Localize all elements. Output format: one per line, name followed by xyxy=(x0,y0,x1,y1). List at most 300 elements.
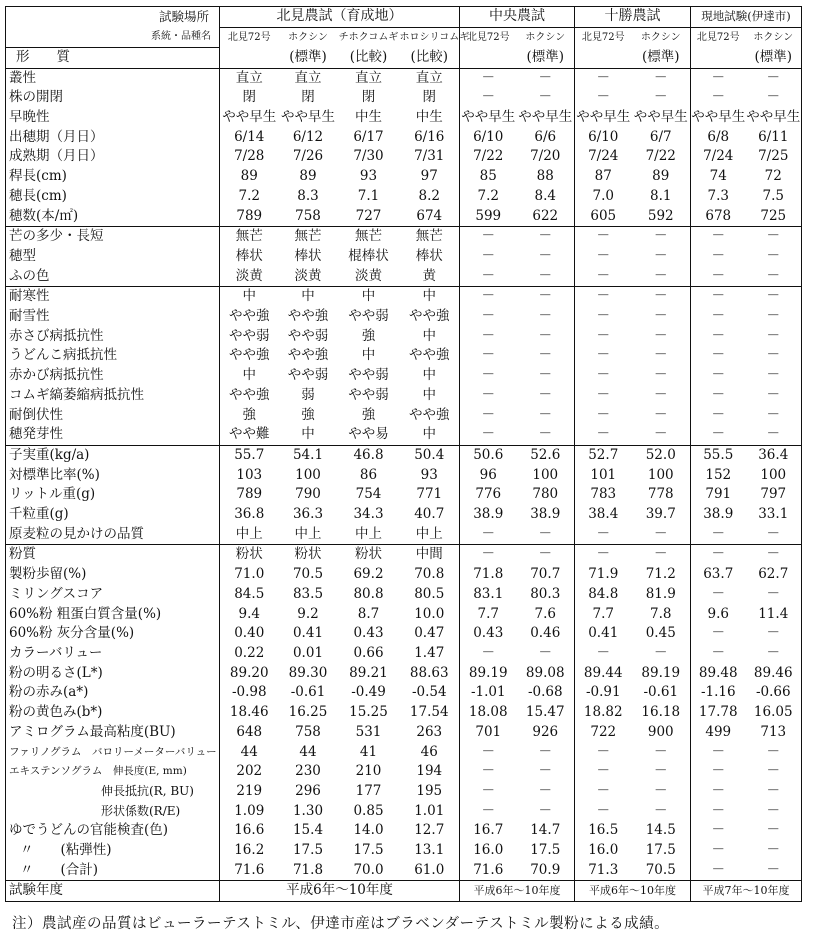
row-label: 赤さび病抵抗性 xyxy=(9,327,104,344)
table-cell: － xyxy=(575,762,632,782)
table-cell: － xyxy=(538,782,552,799)
table-cell: 0.66 xyxy=(353,645,384,661)
table-cell: やや難 xyxy=(220,425,279,445)
table-cell: 791 xyxy=(691,485,746,505)
row-label: 千粒重(g) xyxy=(9,506,69,523)
table-cell: － xyxy=(746,227,802,247)
table-cell: 83.1 xyxy=(460,585,517,605)
table-cell: － xyxy=(766,426,780,443)
table-cell: － xyxy=(538,525,552,542)
table-row xyxy=(6,485,802,505)
table-cell: 0.47 xyxy=(414,625,445,642)
variety-name: ホロシリコムギ xyxy=(400,27,460,47)
variety-name: 北見72号 xyxy=(220,27,279,47)
table-cell: － xyxy=(766,347,780,364)
table-row xyxy=(6,723,802,743)
table-cell: 52.6 xyxy=(517,445,575,465)
location-tokachi: 十勝農試 xyxy=(575,7,691,28)
table-cell: － xyxy=(460,545,517,565)
table-cell: 55.5 xyxy=(691,445,746,465)
years-row xyxy=(6,881,802,902)
table-cell: － xyxy=(691,861,746,881)
table-cell: 89.19 xyxy=(641,664,681,681)
table-cell: 14.7 xyxy=(530,822,561,839)
row-label: 〃 (合計) xyxy=(20,861,99,878)
table-cell: － xyxy=(746,68,802,88)
table-cell: 6/17 xyxy=(353,128,384,145)
table-cell: やや強 xyxy=(287,308,329,325)
table-cell: 7.7 xyxy=(575,605,632,625)
table-cell: － xyxy=(538,89,552,106)
table-cell: 6/6 xyxy=(534,128,557,145)
table-cell: － xyxy=(654,406,668,423)
table-cell: － xyxy=(766,247,780,264)
table-cell: やや易 xyxy=(348,426,389,443)
row-label: 成熟期（月日） xyxy=(9,148,104,165)
table-cell: － xyxy=(538,426,552,443)
row-label: エキステンソグラム 伸長度(E, mm) xyxy=(9,765,187,778)
table-cell: 797 xyxy=(760,486,787,503)
table-cell: 36.3 xyxy=(292,506,324,523)
table-cell: やや強 xyxy=(409,347,450,364)
table-cell: 70.7 xyxy=(530,566,561,583)
table-cell: 101 xyxy=(575,466,632,486)
table-cell: 648 xyxy=(220,723,279,743)
table-cell: 69.2 xyxy=(353,566,384,583)
table-cell: 16.2 xyxy=(220,841,279,861)
table-cell: 0.85 xyxy=(353,802,384,819)
table-cell: やや弱 xyxy=(348,386,389,403)
table-cell: － xyxy=(632,68,691,88)
table-cell: － xyxy=(691,227,746,247)
table-cell: 89 xyxy=(299,168,317,185)
table-cell: 中 xyxy=(422,367,436,384)
table-cell: － xyxy=(575,545,632,565)
table-cell: 9.4 xyxy=(220,605,279,625)
table-cell: 71.8 xyxy=(460,565,517,585)
table-cell: 中 xyxy=(422,327,436,344)
table-cell: 強 xyxy=(301,406,315,423)
table-cell: やや強 xyxy=(220,346,279,366)
table-cell: 7.8 xyxy=(650,605,672,622)
row-label: 60%粉 粗蛋白質含量(%) xyxy=(9,605,162,622)
table-cell: 16.18 xyxy=(641,704,681,721)
table-cell: 230 xyxy=(295,763,321,780)
table-row xyxy=(6,128,802,148)
table-cell: － xyxy=(538,802,552,819)
table-row xyxy=(6,227,802,247)
table-cell: － xyxy=(766,645,780,661)
table-cell: － xyxy=(691,762,746,782)
table-row xyxy=(6,743,802,763)
table-cell: － xyxy=(691,802,746,822)
table-cell: 6/10 xyxy=(575,128,632,148)
table-cell: 88 xyxy=(536,168,554,185)
table-cell: － xyxy=(766,89,780,106)
row-label: 赤かび病抵抗性 xyxy=(9,367,104,384)
table-cell: － xyxy=(460,802,517,822)
table-cell: － xyxy=(575,366,632,386)
table-cell: － xyxy=(575,346,632,366)
table-cell: 17.5 xyxy=(353,842,384,859)
years-kitami: 平成6年～10年度 xyxy=(220,881,460,902)
table-cell: － xyxy=(766,525,780,542)
table-cell: － xyxy=(517,545,575,565)
variety-note: (標準) xyxy=(526,48,565,65)
table-row xyxy=(6,267,802,287)
table-cell: － xyxy=(766,842,780,859)
table-row xyxy=(6,605,802,625)
table-cell: － xyxy=(632,227,691,247)
table-row xyxy=(6,346,802,366)
table-cell: 18.08 xyxy=(460,703,517,723)
table-row xyxy=(6,703,802,723)
results-table-container xyxy=(5,6,801,902)
table-cell: 棍棒状 xyxy=(348,247,389,264)
table-cell: － xyxy=(691,68,746,88)
table-cell: やや強 xyxy=(409,406,450,423)
table-cell: 70.0 xyxy=(353,861,384,878)
table-cell: 71.8 xyxy=(292,861,324,878)
row-label: 耐雪性 xyxy=(9,308,50,325)
table-row xyxy=(6,187,802,207)
table-cell: 89.20 xyxy=(220,664,279,684)
table-row xyxy=(6,247,802,267)
row-label: 穂長(cm) xyxy=(9,187,67,204)
table-cell: 0.22 xyxy=(220,644,279,664)
table-cell: 605 xyxy=(575,207,632,227)
table-cell: 85 xyxy=(460,167,517,187)
table-cell: － xyxy=(575,743,632,763)
table-cell: 780 xyxy=(532,486,559,503)
table-cell: － xyxy=(766,822,780,839)
variety-name: 北見72号 xyxy=(575,27,632,47)
table-cell: 11.4 xyxy=(758,605,789,622)
table-cell: － xyxy=(691,545,746,565)
row-label: 粉の赤み(a*) xyxy=(9,684,89,701)
table-cell: 中 xyxy=(338,287,400,307)
table-cell: 6/7 xyxy=(649,128,672,145)
table-cell: 17.5 xyxy=(530,842,561,859)
table-cell: -0.54 xyxy=(411,684,447,701)
table-cell: 89.44 xyxy=(575,664,632,684)
table-cell: 0.41 xyxy=(292,625,324,642)
header-row-varieties xyxy=(6,27,802,47)
table-cell: 閉 xyxy=(220,88,279,108)
table-cell: － xyxy=(575,267,632,287)
table-row xyxy=(6,585,802,605)
variety-name: 北見72号 xyxy=(691,27,746,47)
table-cell: 中生 xyxy=(355,109,382,126)
table-cell: － xyxy=(691,841,746,861)
table-cell: 7.2 xyxy=(460,187,517,207)
table-cell: 84.5 xyxy=(220,585,279,605)
variety-note: (標準) xyxy=(754,48,793,65)
table-cell: 50.4 xyxy=(400,445,460,465)
table-cell: 8.3 xyxy=(297,187,319,204)
table-cell: 0.40 xyxy=(220,624,279,644)
table-cell: － xyxy=(460,525,517,545)
table-cell: － xyxy=(691,366,746,386)
table-cell: － xyxy=(691,386,746,406)
table-row xyxy=(6,147,802,167)
row-label: 対標準比率(%) xyxy=(9,466,100,483)
table-cell: － xyxy=(460,327,517,347)
table-cell: － xyxy=(460,68,517,88)
variety-note: (比較) xyxy=(349,48,388,65)
table-cell: 17.78 xyxy=(691,703,746,723)
header-row-locations xyxy=(6,7,802,28)
table-cell: － xyxy=(460,227,517,247)
table-cell: 8.4 xyxy=(534,187,556,204)
table-row xyxy=(6,841,802,861)
table-cell: － xyxy=(654,247,668,264)
row-label: 出穂期（月日） xyxy=(9,128,104,145)
table-cell: 81.9 xyxy=(645,585,676,602)
table-row xyxy=(6,425,802,445)
table-cell: － xyxy=(575,68,632,88)
header-row-notes xyxy=(6,47,802,68)
table-cell: 6/12 xyxy=(292,128,324,145)
table-cell: 0.41 xyxy=(575,624,632,644)
table-cell: － xyxy=(460,743,517,763)
table-cell: － xyxy=(691,425,746,445)
table-cell: 中上 xyxy=(415,525,443,542)
table-cell: － xyxy=(766,802,780,819)
row-label: リットル重(g) xyxy=(9,486,96,503)
table-cell: 80.5 xyxy=(414,585,445,602)
table-cell: 黄 xyxy=(422,267,436,284)
table-cell: やや早生 xyxy=(281,109,335,126)
table-cell: 7/20 xyxy=(530,148,561,165)
table-cell: 100 xyxy=(647,466,674,483)
table-cell: － xyxy=(575,287,632,307)
table-cell: － xyxy=(766,386,780,403)
table-body xyxy=(6,68,802,881)
table-cell: 7.7 xyxy=(460,605,517,625)
table-row xyxy=(6,664,802,684)
row-label: 芒の多少・長短 xyxy=(6,227,220,247)
table-row xyxy=(6,545,802,565)
table-cell: 194 xyxy=(416,763,443,780)
table-cell: 1.09 xyxy=(220,802,279,822)
table-header xyxy=(6,7,802,69)
table-cell: 776 xyxy=(460,485,517,505)
row-label: ふの色 xyxy=(9,267,50,284)
table-row xyxy=(6,287,802,307)
table-cell: 38.4 xyxy=(575,505,632,525)
table-cell: 17.5 xyxy=(292,842,324,859)
variety-note xyxy=(460,47,517,68)
years-date: 平成7年～10年度 xyxy=(691,881,802,902)
table-cell: 789 xyxy=(220,485,279,505)
table-cell: やや弱 xyxy=(348,367,389,384)
table-cell: － xyxy=(460,346,517,366)
table-cell: － xyxy=(575,406,632,426)
table-cell: － xyxy=(538,308,552,325)
table-cell: 7.3 xyxy=(691,187,746,207)
table-cell: － xyxy=(691,406,746,426)
table-cell: 中上 xyxy=(294,525,322,542)
row-label: 形状係数(R/E) xyxy=(101,803,181,818)
table-cell: -0.49 xyxy=(351,684,386,701)
table-row xyxy=(6,821,802,841)
table-cell: 70.9 xyxy=(530,861,561,878)
row-label: 株の開閉 xyxy=(9,89,63,106)
table-cell: 無芒 xyxy=(220,227,279,247)
table-cell: 8.1 xyxy=(650,187,672,204)
table-cell: 中上 xyxy=(355,525,382,542)
row-label: 子実重(kg/a) xyxy=(6,445,220,465)
table-cell: － xyxy=(654,525,668,542)
table-cell: 中 xyxy=(220,366,279,386)
table-cell: 210 xyxy=(355,763,382,780)
table-cell: 100 xyxy=(295,466,321,483)
table-row xyxy=(6,366,802,386)
row-label: うどんこ病抵抗性 xyxy=(9,347,117,364)
table-cell: やや強 xyxy=(287,347,329,364)
table-row xyxy=(6,683,802,703)
table-cell: － xyxy=(746,287,802,307)
table-cell: － xyxy=(460,406,517,426)
table-cell: － xyxy=(691,624,746,644)
table-cell: 棒状 xyxy=(415,247,443,264)
table-cell: － xyxy=(654,645,668,661)
table-cell: 7.1 xyxy=(357,187,380,204)
table-cell: 弱 xyxy=(301,386,315,403)
table-cell: － xyxy=(691,525,746,545)
table-row xyxy=(6,307,802,327)
table-cell: 中 xyxy=(220,287,279,307)
table-cell: 44 xyxy=(299,743,317,760)
table-cell: 8.7 xyxy=(357,605,380,622)
table-cell: － xyxy=(460,644,517,664)
table-cell: 33.1 xyxy=(758,506,789,523)
table-cell: 36.8 xyxy=(220,505,279,525)
table-cell: － xyxy=(766,763,780,780)
table-row xyxy=(6,624,802,644)
table-cell: -1.16 xyxy=(691,683,746,703)
table-cell: － xyxy=(654,802,668,819)
table-cell: 無芒 xyxy=(338,227,400,247)
table-cell: － xyxy=(460,782,517,802)
years-chuo: 平成6年～10年度 xyxy=(460,881,575,902)
table-cell: 44 xyxy=(220,743,279,763)
table-cell: 89.48 xyxy=(691,664,746,684)
table-cell: 38.9 xyxy=(530,506,561,523)
table-cell: やや早生 xyxy=(633,109,688,126)
table-cell: 7/28 xyxy=(220,147,279,167)
table-cell: 89.08 xyxy=(525,664,565,681)
table-cell: － xyxy=(766,782,780,799)
table-cell: 棒状 xyxy=(220,247,279,267)
table-row xyxy=(6,782,802,802)
table-row xyxy=(6,505,802,525)
table-cell: 38.9 xyxy=(460,505,517,525)
table-cell: やや早生 xyxy=(575,108,632,128)
table-cell: － xyxy=(538,386,552,403)
table-cell: 0.43 xyxy=(460,624,517,644)
table-cell: 71.0 xyxy=(220,565,279,585)
table-cell: 36.4 xyxy=(746,445,802,465)
table-cell: － xyxy=(575,425,632,445)
table-cell: － xyxy=(575,386,632,406)
table-cell: 粉状 xyxy=(279,545,338,565)
table-cell: － xyxy=(766,743,780,760)
table-cell: 12.7 xyxy=(414,822,445,839)
table-cell: 14.0 xyxy=(353,822,384,839)
table-cell: 152 xyxy=(691,466,746,486)
table-cell: やや早生 xyxy=(460,108,517,128)
table-cell: － xyxy=(632,287,691,307)
table-cell: 96 xyxy=(460,466,517,486)
table-cell: 淡黄 xyxy=(294,267,322,284)
table-cell: 6/14 xyxy=(220,128,279,148)
table-cell: － xyxy=(575,88,632,108)
table-cell: 70.5 xyxy=(292,566,324,583)
table-cell: 55.7 xyxy=(220,445,279,465)
row-label: ファリノグラム バロリーメーターバリュー xyxy=(9,745,217,758)
variety-note xyxy=(575,47,632,68)
table-cell: － xyxy=(691,287,746,307)
variety-name: チホクコムギ xyxy=(338,27,400,47)
place-label: 試験場所 xyxy=(158,9,209,25)
table-cell: 7.2 xyxy=(220,187,279,207)
table-cell: 725 xyxy=(760,207,787,224)
table-cell: 6/10 xyxy=(460,128,517,148)
table-cell: 71.2 xyxy=(645,566,676,583)
table-cell: － xyxy=(654,347,668,364)
table-row xyxy=(6,386,802,406)
years-tokachi: 平成6年～10年度 xyxy=(575,881,691,902)
table-cell: － xyxy=(691,247,746,267)
table-cell: － xyxy=(460,762,517,782)
table-cell: 15.4 xyxy=(292,822,324,839)
table-row xyxy=(6,861,802,881)
row-label: 粉の黄色み(b*) xyxy=(9,704,103,721)
table-row xyxy=(6,445,802,465)
table-cell: 84.8 xyxy=(575,585,632,605)
table-cell: － xyxy=(538,267,552,284)
table-cell: － xyxy=(538,347,552,364)
table-cell: 17.5 xyxy=(645,842,676,859)
table-cell: 89 xyxy=(652,168,670,185)
row-label: 粉質 xyxy=(6,545,220,565)
table-cell: 7.5 xyxy=(762,187,784,204)
table-cell: やや早生 xyxy=(220,108,279,128)
table-cell: 83.5 xyxy=(292,585,324,602)
table-cell: 0.45 xyxy=(645,625,676,642)
table-row xyxy=(6,68,802,88)
table-cell: 7/26 xyxy=(292,148,324,165)
table-cell: － xyxy=(460,307,517,327)
table-cell: － xyxy=(691,307,746,327)
table-cell: － xyxy=(460,366,517,386)
table-cell: 16.7 xyxy=(460,821,517,841)
table-cell: やや早生 xyxy=(746,109,801,126)
table-cell: － xyxy=(691,327,746,347)
table-cell: 16.0 xyxy=(575,841,632,861)
variety-note: (比較) xyxy=(410,48,449,65)
table-cell: 88.63 xyxy=(409,664,449,681)
table-row xyxy=(6,88,802,108)
footnote: 注）農試産の品質はビューラーテストミル、伊達市産はブラベンダーテストミル製粉による成績。 xyxy=(12,916,670,932)
table-cell: 713 xyxy=(760,723,787,740)
table-row xyxy=(6,644,802,664)
table-cell: 71.6 xyxy=(220,861,279,881)
table-cell: 40.7 xyxy=(414,506,445,523)
table-cell: － xyxy=(460,287,517,307)
